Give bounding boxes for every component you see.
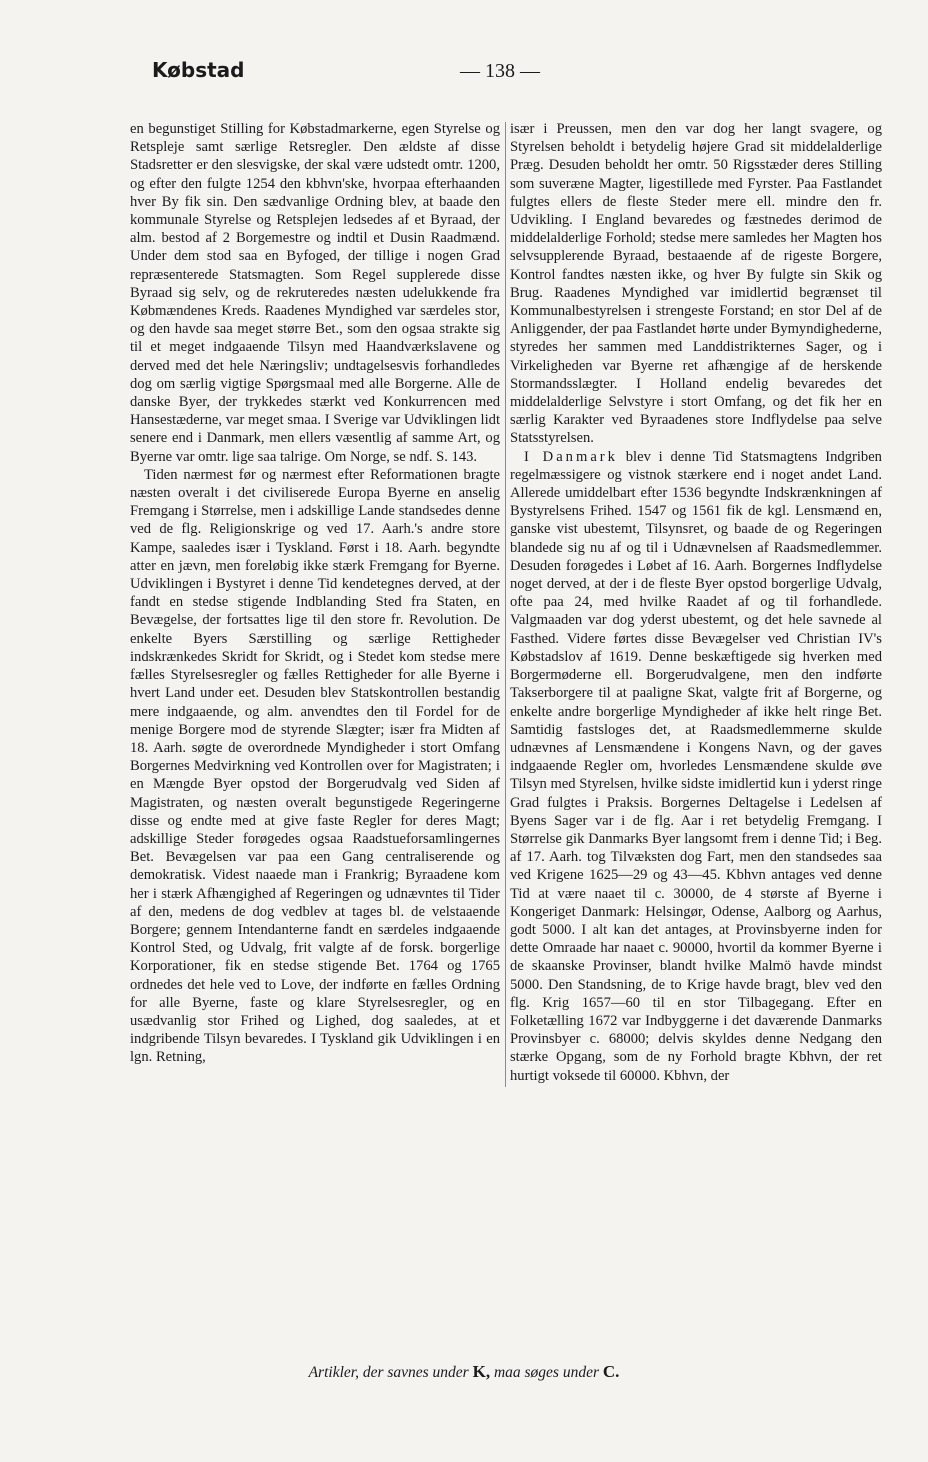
footer-letter-c: C. bbox=[602, 1362, 620, 1381]
page-number: — 138 — bbox=[460, 60, 540, 82]
footer-text-a: Artikler, der savnes under bbox=[308, 1364, 473, 1381]
right-column bbox=[510, 120, 882, 1085]
footer-letter-k: K, bbox=[472, 1362, 491, 1381]
right-paragraph-2-body: blev i denne Tid Statsmagtens Indgriben regelmæssigere og vistnok stærkere end i noget andet Land. Allerede umiddelbart efter 1536 begyndte Indskrænkningen af Bystyrelsens Frihed. 1547 og 1561 fik de kgl. Lensmænd en, ganske vist ubestemt, Tilsynsret, og baade de og Regeringen blandede sig nu af og til i Udnævnelsen af Raadsmedlemmer. Desuden forøgedes i Løbet af 16. Aarh. Borgernes Indflydelse noget derved, at der i de fleste Byer opstod borgerlige Udvalg, ofte paa 24, med hvilke Raadet af og til forhandlede. Valgmaaden var dog yderst ubestemt, og det hele savnede al Fasthed. Videre førtes disse Bevægelser ved Christian IV's Købstadslov af 1619. Denne beskæftigede sig hverken med Borgermøderne ell. Borgerudvalgene, men den indførte Takserborgere til at paaligne Skat, valgte frit af Borgerne, og enkelte andre borgerlige Myndigheder af ikke helt ringe Bet. Samtidig fastsloges det, at Raadsmedlemmerne skulde udnævnes af Lensmændene i Kongens Navn, og der gaves indgaaende Regler om, hvorledes Lensmændene skulde øve Tilsyn med Styrelsen, hvilke sidste imidlertid kun i yderst ringe Grad fulgtes i Praksis. Borgernes Deltagelse i Ledelsen af Byens Sager var i de flg. Aar i ret betydelig Fremgang. I Størrelse gik Danmarks Byer langsomt frem i denne Tid; i Beg. af 17. Aarh. tog Tilvæksten dog Fart, men den standsedes saa ved Krigene 1625—29 og 43—45. Kbhvn antages ved denne Tid at være naaet til c. 30000, de 4 største af Byerne i Kongeriget Danmark: Helsingør, Odense, Aalborg og Aarhus, godt 5000. I alt kan det antages, at Provinsbyerne inden for dette Omraade har naaet c. 90000, hvortil da kommer Byerne i de skaanske Provinser, blandt hvilke Malmö havde mindst 5000. Den Standsning, de to Krige havde bragt, blev ved den flg. Krig 1657—60 til en stor Tilbagegang. Efter en Folketælling 1672 var Indbyggerne i det daværende Danmarks Provinsbyer c. 68000; delvis skyldes denne Nedgang den stærke Opgang, som de ny Forhold bragte Kbhvn, der ret hurtigt voksede til 60000. Kbhvn, der bbox=[510, 448, 882, 1084]
footer-text-b: maa søges under bbox=[490, 1364, 603, 1381]
left-column bbox=[130, 120, 500, 1067]
footer-note bbox=[0, 1362, 928, 1382]
page-header bbox=[152, 56, 842, 96]
right-paragraph-2 bbox=[510, 448, 882, 1085]
danmark-lead: I Danmark bbox=[524, 448, 618, 465]
column-divider bbox=[505, 122, 506, 1087]
left-paragraph-2: Tiden nærmest før og nærmest efter Reformationen bragte næsten overalt i det civiliserede Europa Byerne en anselig Fremgang i Størrelse, men i adskillige Lande standsedes denne ved de flg. Religionskrige og ved 17. Aarh.'s andre store Kampe, saaledes især i Tyskland. Først i 18. Aarh. begyndte atter en jævn, men foreløbig ikke stærk Fremgang for Byerne. Udviklingen i Bystyret i denne Tid kendetegnes derved, at der fandt en stedse stigende Indblanding Sted fra Staten, en Bevægelse, der fortsattes lige til den store fr. Revolution. De enkelte Byers Særstilling og særlige Rettigheder indskrænkedes Skridt for Skridt, og i Stedet kom stedse mere fælles Styrelsesregler og fælles Rettigheder for alle Byerne i hvert Land under eet. Desuden blev Statskontrollen bestandig mere indgaaende, og alm. anvendtes den til Fordel for de menige Borgere mod de styrende Slægter; især fra Midten af 18. Aarh. søgte de overordnede Myndigheder i stort Omfang Borgernes Medvirkning ved Kontrollen over for Magistraten; i en Mængde Byer opstod der Borgerudvalg ved Siden af Magistraten, og næsten overalt begunstigede Regeringerne disse og endte med at give faste Regler for deres Magt; adskillige Steder forøgedes ogsaa Raadstueforsamlingernes Bet. Bevægelsen var paa een Gang centraliserende og demokratisk. Videst naaede man i Frankrig; Byraadene kom her i stærk Afhængighed af Regeringen og udnævntes til Tider af den, medens de dog vedblev at tages bl. de velstaaende Borgere; gennem Intendanterne fandt en særdeles indgaaende Kontrol Sted, og Udvalg, frit valgte af de forsk. borgerlige Korporationer, fik en stedse stigende Bet. 1764 og 1765 ordnedes det hele ved to Love, der indførte en fælles Ordning for alle Byerne, faste og klare Styrelsesregler, og en usædvanlig stor Frihed og Lighed, dog saaledes, at et indgribende Tilsyn bevaredes. I Tyskland gik Udviklingen i en lgn. Retning, bbox=[130, 466, 500, 1066]
left-paragraph-1: en begunstiget Stilling for Købstadmarkerne, egen Styrelse og Retspleje samt særlige Retsregler. Den ældste af disse Stadsretter er den slesvigske, der skal være udstedt omtr. 1200, og efter den fulgte 1254 den kbhvn'ske, hvorpaa efterhaanden hver By fik sin. Den sædvanlige Ordning blev, at baade den kommunale Styrelse og Retsplejen ledsedes af et Byraad, der alm. bestod af 2 Borgemestre og indtil et Dusin Raadmænd. Under dem stod saa en Byfoged, der tillige i nogen Grad repræsenterede Statsmagten. Som Regel supplerede disse Byraad sig selv, og de rekruteredes næsten udelukkende fra Købmændenes Kreds. Raadenes Myndighed var særdeles stor, og den havde saa meget større Bet., som den ogsaa strakte sig til et meget indgaaende Tilsyn med Haandværkslavene og derved med det hele Næringsliv; undtagelsesvis forhandledes dog om særlig vigtige Spørgsmaal med alle Borgerne. Alle de danske Byer, der trykkedes stærkt ved Konkurrencen med Hansestæderne, var meget smaa. I Sverige var Udviklingen lidt senere end i Danmark, men ellers væsentlig af samme Art, og Byerne var omtr. lige saa talrige. Om Norge, se ndf. S. 143. bbox=[130, 121, 500, 465]
headword: Købstad bbox=[152, 58, 245, 82]
right-paragraph-1: især i Preussen, men den var dog her langt svagere, og Styrelsen beholdt i betydelig højere Grad sit middelalderlige Præg. Desuden beholdt her omtr. 50 Rigsstæder deres Stilling som suveræne Magter, ligestillede med Fyrster. Paa Fastlandet fulgtes ellers de fleste Steder mere ell. mindre den fr. Udvikling. I England bevaredes og fæstnedes derimod de middelalderlige Forhold; stedse mere samledes her Magten hos selvsupplerende Byraad, bestaaende af de rigeste Borgere, Kontrol fandtes næsten ikke, og hver By fulgte sin Skik og Brug. Raadenes Myndighed var imidlertid begrænset til Kommunalbestyrelsen i strengeste Forstand; en stor Del af de Anliggender, der paa Fastlandet hørte under Bymyndighederne, styredes her sammen med Landdistrikternes Sager, og i Virkeligheden var Byerne ret afhængige af de herskende Stormandsslægter. I Holland endelig bevaredes det middelalderlige Selvstyre i stort Omfang, og det fik her en særlig Karakter ved Byraadenes store Indflydelse paa selve Statsstyrelsen. bbox=[510, 121, 882, 447]
